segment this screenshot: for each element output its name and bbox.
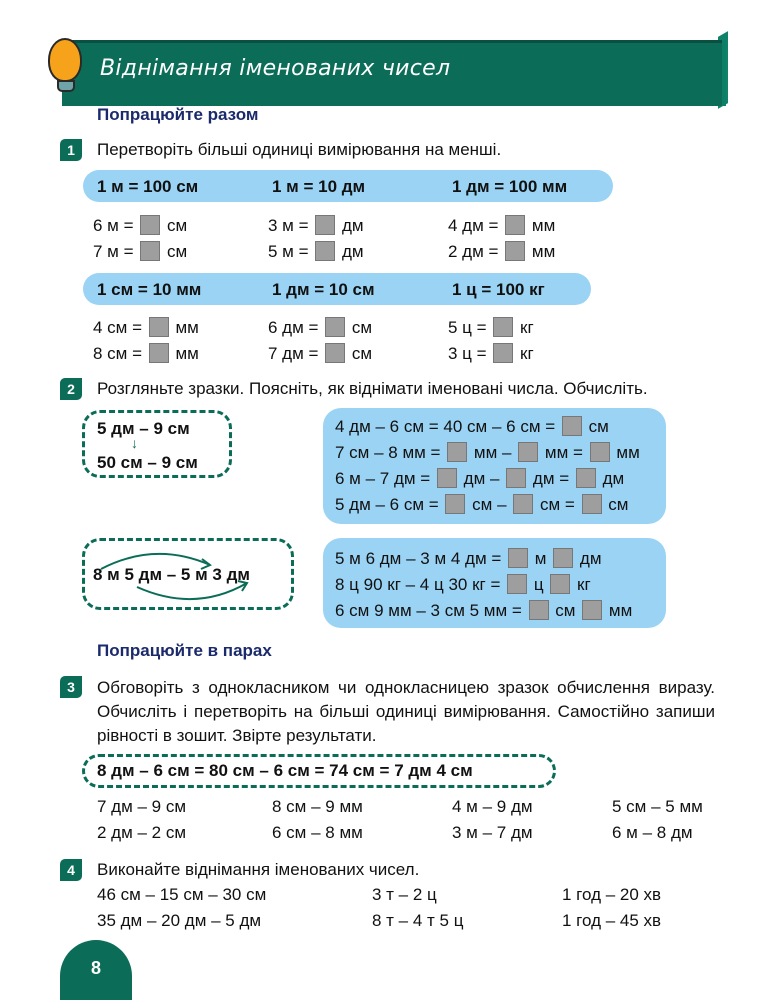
conversion-rule: 1 дм = 100 мм [452, 177, 568, 196]
answer-box[interactable] [507, 574, 527, 594]
equation-text: 5 ц = [448, 318, 492, 337]
expression: 6 см – 8 мм [272, 823, 363, 842]
arrow-down-icon: ↓ [131, 435, 138, 451]
answer-box[interactable] [553, 548, 573, 568]
expression: 3 м – 7 дм [452, 823, 533, 842]
equation-text: см [603, 495, 629, 514]
equation-text: 4 см = [93, 318, 147, 337]
conversion-rule: 1 м = 10 дм [272, 177, 366, 196]
answer-box[interactable] [506, 468, 526, 488]
task-number: 3 [60, 676, 82, 698]
equation-text: мм = [540, 443, 588, 462]
equation-text: см [550, 601, 581, 620]
sample-line: 5 дм – 9 см [97, 419, 190, 438]
equation [448, 343, 534, 364]
equation [268, 215, 364, 236]
conversion-pill [83, 170, 613, 202]
equation-text: 4 дм – 6 см = 40 см – 6 см = [335, 417, 560, 436]
equation [268, 241, 364, 262]
answer-box[interactable] [140, 241, 160, 261]
equation [335, 414, 666, 440]
expression: 8 см – 9 мм [272, 797, 363, 816]
equation [448, 241, 555, 262]
equation [448, 215, 555, 236]
exercise-box [323, 408, 666, 524]
expression: 35 дм – 20 дм – 5 дм [97, 911, 262, 930]
equation-text: 3 м = [268, 216, 314, 235]
equation-text: мм – [469, 443, 517, 462]
equation [335, 440, 666, 466]
expression: 7 дм – 9 см [97, 797, 187, 816]
answer-box[interactable] [508, 548, 528, 568]
answer-box[interactable] [529, 600, 549, 620]
answer-box[interactable] [505, 241, 525, 261]
equation-text: мм [170, 318, 199, 337]
equation [335, 466, 666, 492]
task-instruction: Виконайте віднімання іменованих чисел. [97, 860, 420, 879]
equation-text: 8 см = [93, 344, 147, 363]
equation [93, 317, 199, 338]
task-number: 2 [60, 378, 82, 400]
equation-text: мм [170, 344, 199, 363]
task-instruction: Розгляньте зразки. Поясніть, як віднімати іменовані числа. Обчисліть. [97, 379, 648, 398]
equation-text: 6 м = [93, 216, 139, 235]
answer-box[interactable] [325, 343, 345, 363]
equation [448, 317, 534, 338]
conversion-pill [83, 273, 591, 305]
section-heading: Попрацюйте в парах [97, 641, 272, 660]
answer-box[interactable] [447, 442, 467, 462]
expression: 46 см – 15 см – 30 см [97, 885, 267, 904]
equation-text: 7 см – 8 мм = [335, 443, 446, 462]
equation [335, 492, 666, 518]
equation [93, 343, 199, 364]
equation [268, 317, 372, 338]
answer-box[interactable] [493, 317, 513, 337]
equation-text: 6 см 9 мм – 3 см 5 мм = [335, 601, 527, 620]
equation-text: 8 ц 90 кг – 4 ц 30 кг = [335, 575, 506, 594]
conversion-rule: 1 ц = 100 кг [452, 280, 545, 299]
equation-text: кг [572, 575, 591, 594]
equation [335, 546, 666, 572]
answer-box[interactable] [445, 494, 465, 514]
answer-box[interactable] [437, 468, 457, 488]
lightbulb-icon [48, 38, 82, 82]
equation [335, 572, 666, 598]
sample-box [82, 754, 556, 788]
answer-box[interactable] [315, 215, 335, 235]
sample-box [82, 410, 232, 478]
equation-text: 3 ц = [448, 344, 492, 363]
equation-text: см [162, 242, 188, 261]
equation-text: дм [597, 469, 625, 488]
equation-text: см [162, 216, 188, 235]
answer-box[interactable] [149, 317, 169, 337]
task-instruction: Обговоріть з однокласником чи однокласницею зразок обчислення виразу. Обчисліть і перетворіть на більші одиниці вимірювання. Самостійно запиши рівності в зошит. Звірте результати. [97, 678, 715, 745]
task-number: 1 [60, 139, 82, 161]
expression: 4 м – 9 дм [452, 797, 533, 816]
answer-box[interactable] [140, 215, 160, 235]
sample-line: 8 дм – 6 см = 80 см – 6 см = 74 см = 7 дм 4 см [97, 761, 473, 780]
equation [93, 215, 187, 236]
answer-box[interactable] [493, 343, 513, 363]
expression: 8 т – 4 т 5 ц [372, 911, 464, 930]
conversion-rule: 1 дм = 10 см [272, 280, 375, 299]
lightbulb-base-icon [57, 80, 75, 92]
expression: 5 см – 5 мм [612, 797, 703, 816]
equation-text: м [530, 549, 552, 568]
equation-text: дм [337, 242, 364, 261]
equation-text: дм [337, 216, 364, 235]
expression: 1 год – 20 хв [562, 885, 662, 904]
equation-text: ц [529, 575, 549, 594]
equation-text: 2 дм = [448, 242, 504, 261]
answer-box[interactable] [513, 494, 533, 514]
equation-text: дм – [458, 469, 505, 488]
expression: 2 дм – 2 см [97, 823, 187, 842]
equation-text: мм [527, 242, 556, 261]
equation-text: см [347, 344, 373, 363]
equation-text: мм [527, 216, 556, 235]
answer-box[interactable] [562, 416, 582, 436]
conversion-rule: 1 м = 100 см [97, 177, 199, 196]
equation-text: 7 дм = [268, 344, 324, 363]
answer-box[interactable] [582, 494, 602, 514]
equation [93, 241, 187, 262]
section-heading: Попрацюйте разом [97, 105, 259, 124]
equation-text: 7 м = [93, 242, 139, 261]
equation-text: мм [604, 601, 633, 620]
equation-text: 6 м – 7 дм = [335, 469, 435, 488]
equation-text: см [347, 318, 373, 337]
equation [335, 598, 666, 624]
sample-line: 8 м 5 дм – 5 м 3 дм [93, 565, 250, 584]
equation-text: 5 дм – 6 см = [335, 495, 444, 514]
equation-text: кг [515, 344, 534, 363]
answer-box[interactable] [315, 241, 335, 261]
equation-text: см = [535, 495, 580, 514]
equation-text: кг [515, 318, 534, 337]
expression: 6 м – 8 дм [612, 823, 693, 842]
expression: 3 т – 2 ц [372, 885, 437, 904]
equation-text: 4 дм = [448, 216, 504, 235]
equation-text: 5 м = [268, 242, 314, 261]
conversion-rule: 1 см = 10 мм [97, 280, 202, 299]
equation-text: дм = [528, 469, 574, 488]
expression: 1 год – 45 хв [562, 911, 662, 930]
page-title: Віднімання іменованих чисел [100, 56, 451, 81]
equation-text: см – [467, 495, 512, 514]
sample-line: 50 см – 9 см [97, 453, 198, 472]
answer-box[interactable] [505, 215, 525, 235]
sample-box [82, 538, 294, 610]
answer-box[interactable] [582, 600, 602, 620]
answer-box[interactable] [550, 574, 570, 594]
answer-box[interactable] [576, 468, 596, 488]
answer-box[interactable] [149, 343, 169, 363]
answer-box[interactable] [590, 442, 610, 462]
page-number: 8 [60, 940, 132, 1000]
equation-text: дм [575, 549, 602, 568]
task-instruction: Перетворіть більші одиниці вимірювання на менші. [97, 140, 502, 159]
exercise-box [323, 538, 666, 628]
equation [268, 343, 372, 364]
answer-box[interactable] [518, 442, 538, 462]
equation-text: мм [611, 443, 640, 462]
equation-text: см [583, 417, 609, 436]
equation-text: 5 м 6 дм – 3 м 4 дм = [335, 549, 507, 568]
task-number: 4 [60, 859, 82, 881]
equation-text: 6 дм = [268, 318, 324, 337]
answer-box[interactable] [325, 317, 345, 337]
